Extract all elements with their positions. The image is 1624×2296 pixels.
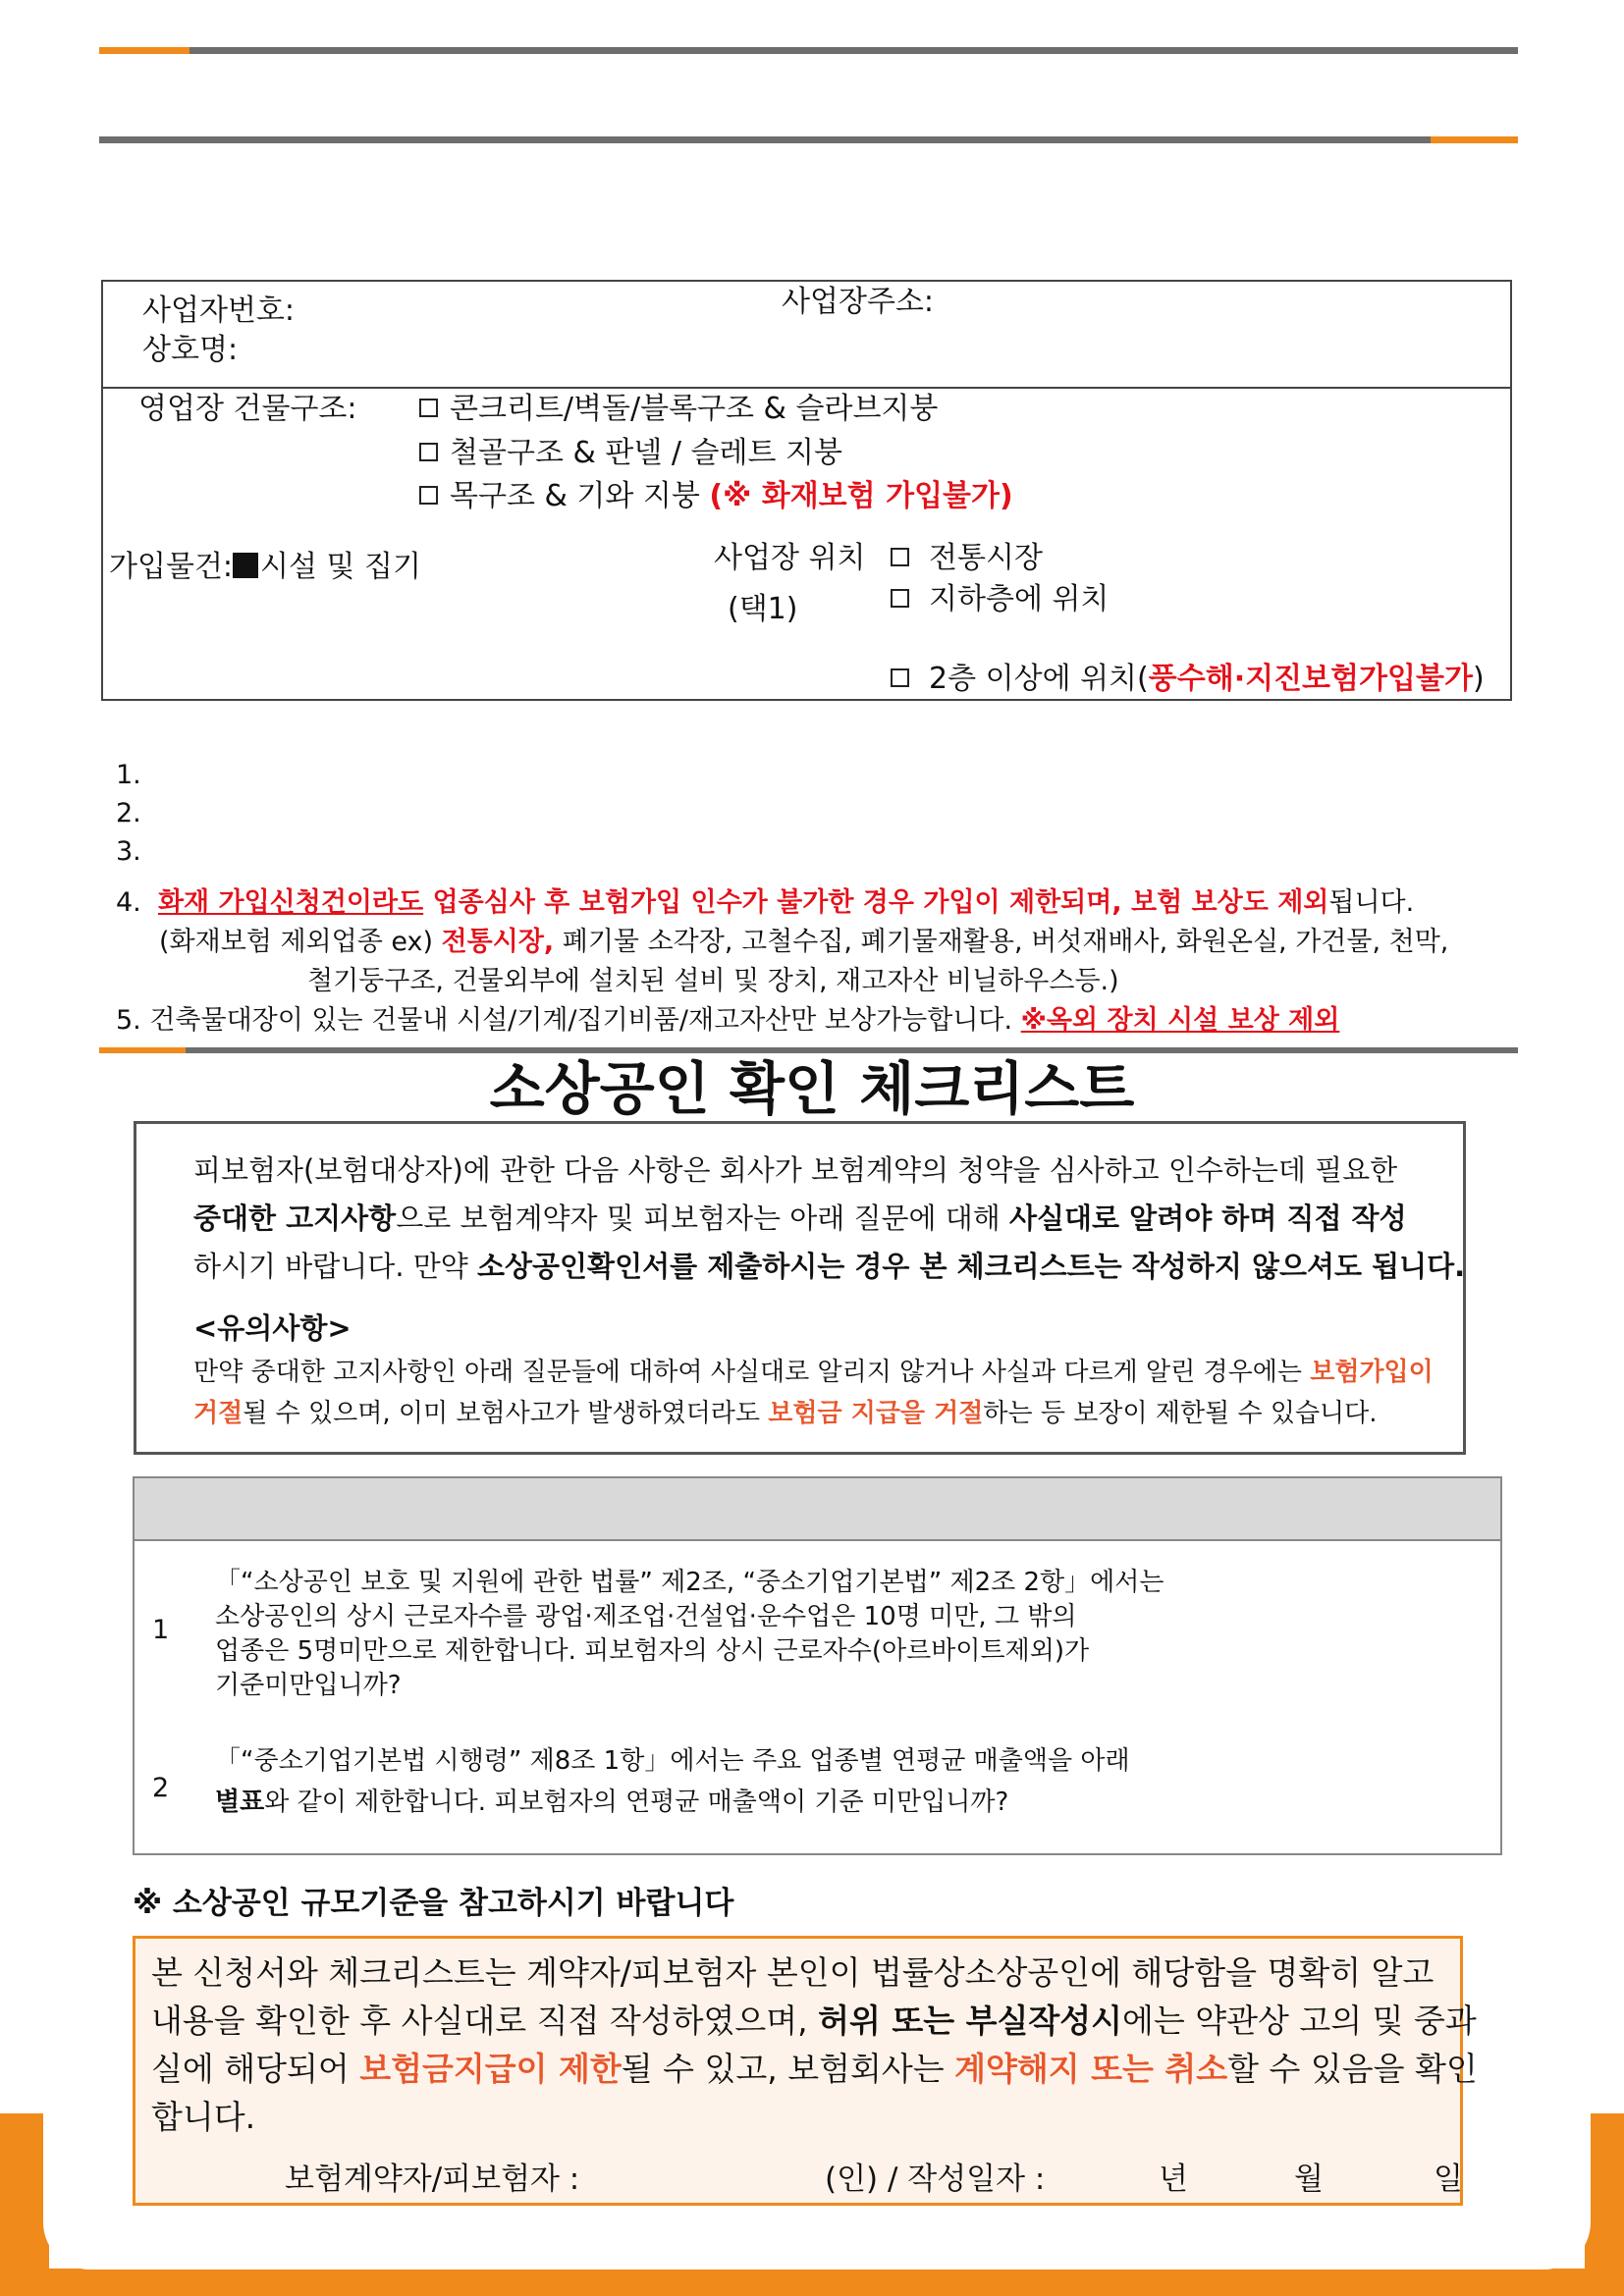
question-number: 2 (152, 1773, 170, 1803)
note-5: 5. 건축물대장이 있는 건물내 시설/기계/집기비품/재고자산만 보상가능합니다. ※옥외 장치 시설 보상 제외 (116, 1005, 1340, 1036)
checkbox-icon[interactable] (419, 486, 438, 505)
note-2: 2. (116, 798, 141, 828)
question-2-line-2: 별표와 같이 제한합니다. 피보험자의 연평균 매출액이 기준 미만입니까? (215, 1788, 1009, 1817)
top-rule (189, 47, 1518, 54)
structure-label: 영업장 건물구조: (138, 392, 357, 426)
filled-checkbox-icon[interactable] (233, 553, 258, 578)
declaration-box (133, 1936, 1478, 2206)
checkbox-icon[interactable] (419, 399, 438, 417)
biz-address-label: 사업장주소: (782, 285, 935, 319)
location-option-upper-floor[interactable]: 2층 이상에 위치(풍수해·지진보험가입불가) (891, 660, 1485, 699)
notice-line-1: 피보험자(보험대상자)에 관한 다음 사항은 회사가 보험계약의 청약을 심사하고 인수하는데 필요한 (193, 1153, 1398, 1187)
top-rule-accent (99, 47, 189, 54)
question-1-line-2: 소상공인의 상시 근로자수를 광업·제조업·건설업·운수업은 10명 미만, 그 밖의 (215, 1602, 1077, 1631)
checkbox-icon[interactable] (419, 443, 438, 461)
insured-item: 가입물건: 시설 및 집기 (109, 550, 422, 584)
footer-band-bottom (0, 2269, 1624, 2296)
structure-option-wood[interactable]: 목구조 & 기와 지붕 (※ 화재보험 가입불가) (419, 477, 1013, 516)
declaration-line-4: 합니다. (151, 2098, 256, 2136)
checkbox-icon[interactable] (891, 589, 909, 608)
caution-title: <유의사항> (193, 1311, 352, 1345)
note-1: 1. (116, 760, 141, 790)
location-choose-one: (택1) (728, 592, 798, 626)
section-rule-accent (99, 1047, 186, 1053)
second-rule-accent (1431, 136, 1518, 143)
notice-line-3: 하시기 바랍니다. 만약 소상공인확인서를 제출하시는 경우 본 체크리스트는 작성하지 않으셔도 됩니다. (193, 1250, 1466, 1283)
declaration-line-1: 본 신청서와 체크리스트는 계약자/피보험자 본인이 법률상소상공인에 해당함을 명확히 알고 (151, 1953, 1435, 1992)
business-info-box (101, 280, 1512, 701)
reference-note: ※ 소상공인 규모기준을 참고하시기 바랍니다 (133, 1886, 734, 1921)
questions-table (133, 1476, 1502, 1855)
table-header (135, 1478, 1500, 1541)
location-label: 사업장 위치 (714, 541, 866, 575)
info-box-divider (103, 387, 1510, 389)
note-3: 3. (116, 836, 141, 867)
structure-option-concrete[interactable]: 콘크리트/벽돌/블록구조 & 슬라브지붕 (419, 390, 938, 429)
section-rule (186, 1047, 1518, 1053)
note-4-excluded-industries: (화재보험 제외업종 ex) 전통시장, 폐기물 소각장, 고철수집, 폐기물재활용, 버섯재배사, 화원온실, 가건물, 천막, (159, 927, 1449, 957)
checkbox-icon[interactable] (891, 548, 909, 566)
caution-line-1: 만약 중대한 고지사항인 아래 질문들에 대하여 사실대로 알리지 않거나 사실과 다르게 알린 경우에는 보험가입이 (193, 1358, 1434, 1387)
location-option-market[interactable]: 전통시장 (891, 539, 1043, 578)
structure-option-steel[interactable]: 철골구조 & 판넬 / 슬레트 지붕 (419, 434, 842, 473)
declaration-line-2: 내용을 확인한 후 사실대로 직접 작성하였으며, 허위 또는 부실작성시에는 약관상 고의 및 중과 (151, 2002, 1477, 2040)
location-option-basement[interactable]: 지하층에 위치 (891, 580, 1109, 619)
caution-line-2: 거절될 수 있으며, 이미 보험사고가 발생하였더라도 보험금 지급을 거절하는 등 보장이 제한될 수 있습니다. (193, 1399, 1378, 1428)
month-label: 월 (1294, 2162, 1324, 2197)
checklist-title: 소상공인 확인 체크리스트 (489, 1055, 1135, 1122)
second-rule (99, 136, 1431, 143)
note-4-excluded-industries-cont: 철기둥구조, 건물외부에 설치된 설비 및 장치, 재고자산 비닐하우스등.) (307, 966, 1119, 996)
question-1-line-4: 기준미만입니까? (215, 1671, 402, 1700)
biz-no-label: 사업자번호: (142, 294, 296, 328)
declaration-line-3: 실에 해당되어 보험금지급이 제한될 수 있고, 보험회사는 계약해지 또는 취소할 수 있음을 확인 (151, 2050, 1478, 2088)
trade-name-label: 상호명: (142, 333, 239, 367)
signer-label: 보험계약자/피보험자 : (285, 2162, 580, 2197)
question-1-line-1: 「“소상공인 보호 및 지원에 관한 법률” 제2조, “중소기업기본법” 제2조 2항」에서는 (215, 1568, 1164, 1597)
note-4: 4. 화재 가입신청건이라도 업종심사 후 보험가입 인수가 불가한 경우 가입이 제한되며, 보험 보상도 제외됩니다. (116, 887, 1415, 918)
question-number: 1 (152, 1615, 170, 1645)
question-1-line-3: 업종은 5명미만으로 제한합니다. 피보험자의 상시 근로자수(아르바이트제외)가 (215, 1636, 1090, 1666)
year-label: 년 (1159, 2162, 1188, 2197)
checkbox-icon[interactable] (891, 668, 909, 687)
notice-box (134, 1121, 1466, 1455)
day-label: 일 (1434, 2162, 1463, 2197)
question-2-line-1: 「“중소기업기본법 시행령” 제8조 1항」에서는 주요 업종별 연평균 매출액을 아래 (215, 1746, 1130, 1776)
notice-line-2: 중대한 고지사항으로 보험계약자 및 피보험자는 아래 질문에 대해 사실대로 알려야 하며 직접 작성 (193, 1201, 1407, 1235)
seal-date-label: (인) / 작성일자 : (825, 2162, 1046, 2197)
